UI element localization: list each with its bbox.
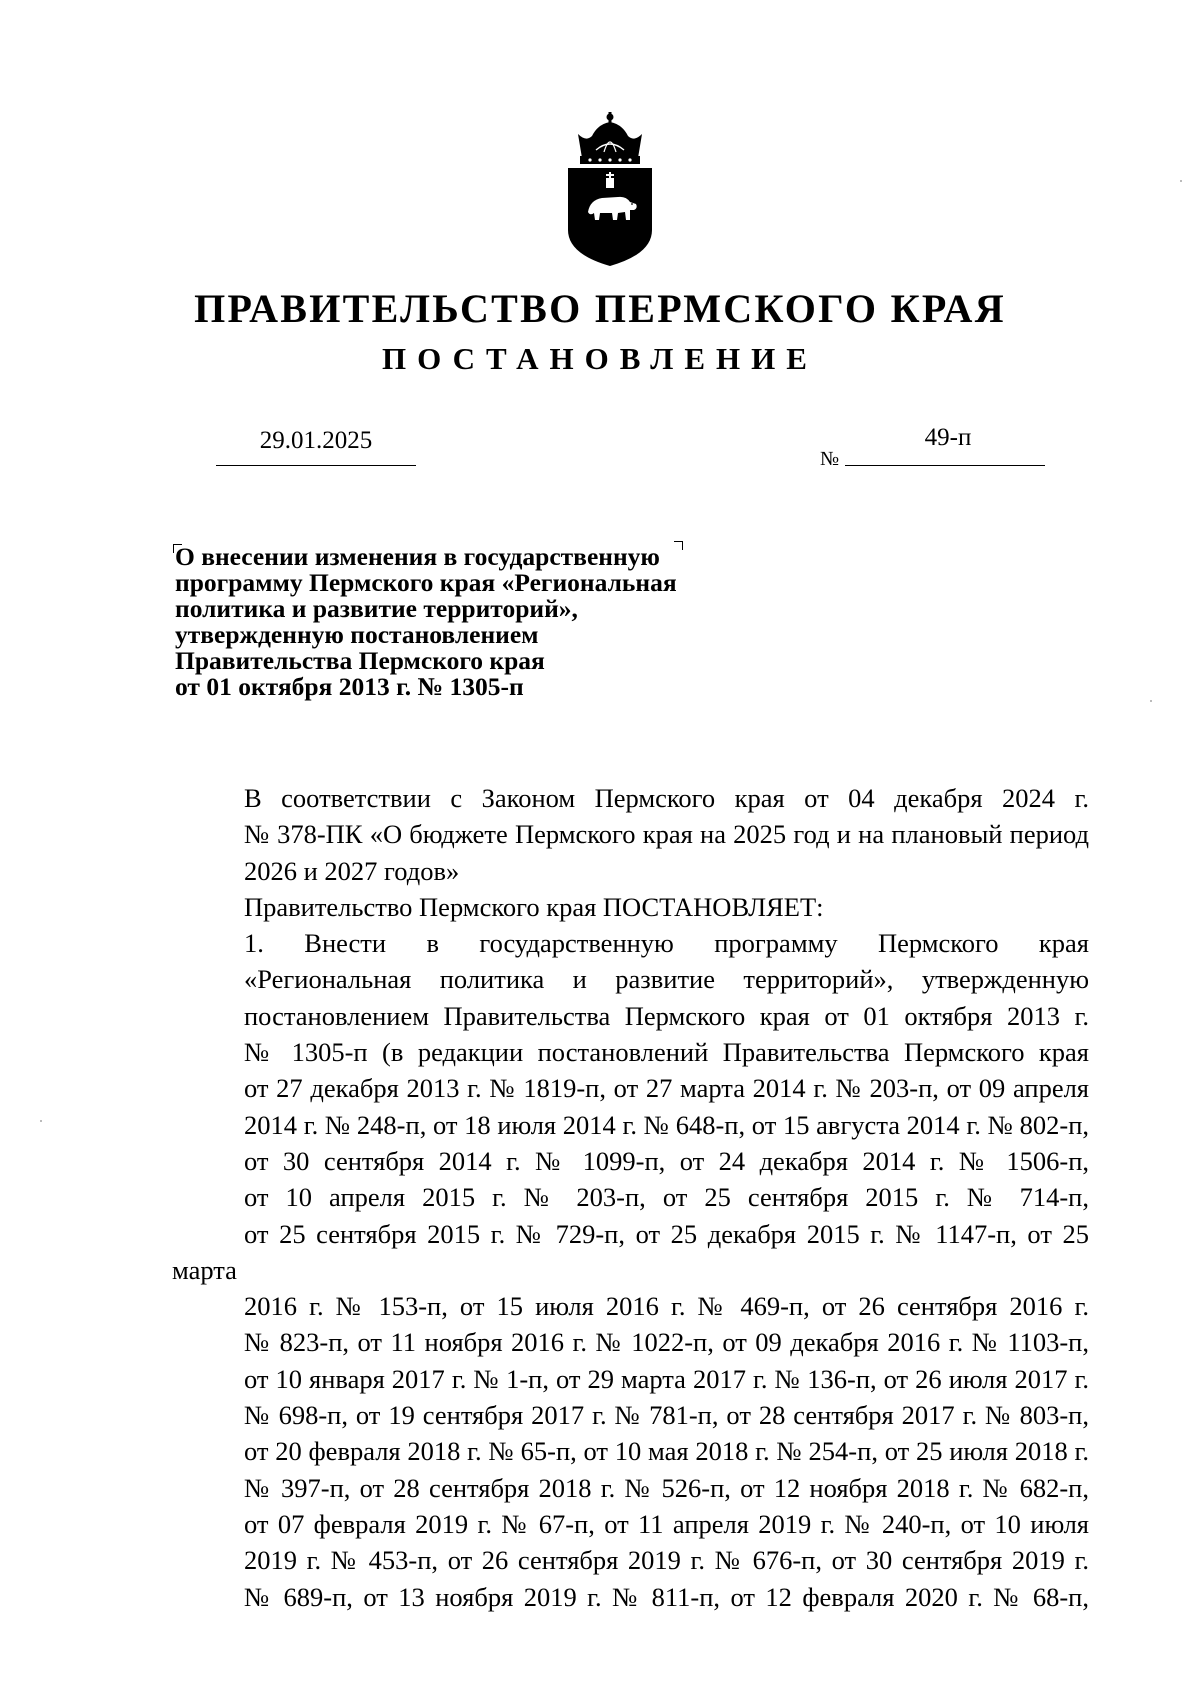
body-line: В соответствии с Законом Пермского края от 04 декабря 2024 г. [244,783,1089,813]
body-line: от 20 февраля 2018 г. № 65-п, от 10 мая 2018 г. № 254-п, от 25 июля 2018 г. [244,1436,1089,1467]
body-line: № 1305-п (в редакции постановлений Правительства Пермского края [244,1037,1089,1068]
scan-speck [1150,700,1152,702]
number-label: № [820,448,840,470]
body-line: 2014 г. № 248-п, от 18 июля 2014 г. № 648-п, от 15 августа 2014 г. № 802-п, [244,1109,1089,1140]
body-line: от 10 апреля 2015 г. № 203-п, от 25 сентября 2015 г. № 714-п, [244,1182,1089,1213]
body-line: № 689-п, от 13 ноября 2019 г. № 811-п, от 12 февраля 2020 г. № 68-п, [244,1581,1089,1612]
body-line: 2026 и 2027 годов» [244,855,460,886]
body-line: № 378-ПК «О бюджете Пермского края на 2025 год и на плановый период [244,819,1089,850]
body-line: «Региональная политика и развитие территорий», утвержденную [244,964,1089,995]
body-line: 2019 г. № 453-п, от 26 сентября 2019 г. № 676-п, от 30 сентября 2019 г. [244,1545,1089,1576]
document-date: 29.01.2025 [259,427,373,454]
body-line: от 10 января 2017 г. № 1-п, от 29 марта 2017 г. № 136-п, от 26 июля 2017 г. [244,1363,1089,1394]
body-line: № 698-п, от 19 сентября 2017 г. № 781-п, от 28 сентября 2017 г. № 803-п, [244,1400,1089,1431]
body-line: 2016 г. № 153-п, от 15 июля 2016 г. № 469-п, от 26 сентября 2016 г. [244,1291,1089,1322]
body-line: № 823-п, от 11 ноября 2016 г. № 1022-п, от 09 декабря 2016 г. № 1103-п, [244,1327,1089,1358]
item-1-paragraph [172,925,1089,1615]
subject-line: Правительства Пермского края [175,646,545,675]
body-line: постановлением Правительства Пермского края от 01 октября 2013 г. [244,1000,1089,1031]
resolves-paragraph [172,889,1089,925]
body-line: от 07 февраля 2019 г. № 67-п, от 11 апреля 2019 г. № 240-п, от 10 июля [244,1508,1089,1539]
document-number: 49-п [924,424,972,451]
subject-line: О внесении изменения в государственную [175,542,660,571]
number-underline [845,465,1045,466]
body-line: от 30 сентября 2014 г. № 1099-п, от 24 декабря 2014 г. № 1506-п, [244,1145,1089,1176]
body-line: № 397-п, от 28 сентября 2018 г. № 526-п, от 12 ноября 2018 г. № 682-п, [244,1472,1089,1503]
date-underline [216,465,416,466]
body-line: Правительство Пермского края ПОСТАНОВЛЯЕТ: [244,891,824,922]
body-line: от 25 сентября 2015 г. № 729-п, от 25 декабря 2015 г. № 1147-п, от 25 марта [172,1218,1089,1285]
body-line: от 27 декабря 2013 г. № 1819-п, от 27 марта 2014 г. № 203-п, от 09 апреля [244,1073,1089,1104]
organization-title: ПРАВИТЕЛЬСТВО ПЕРМСКОГО КРАЯ [194,286,1006,331]
subject-line: программу Пермского края «Региональная [175,568,677,597]
subject-line: утвержденную постановлением [175,620,539,649]
document-type-title: ПОСТАНОВЛЕНИЕ [382,341,818,376]
scan-speck [1180,180,1182,182]
subject-line: от 01 октября 2013 г. № 1305-п [175,672,524,701]
perm-krai-coat-of-arms-icon [560,112,660,268]
intro-paragraph [172,780,1089,889]
scan-speck [40,1120,42,1122]
document-body [172,780,1089,1615]
subject-line: политика и развитие территорий», [175,594,578,623]
body-line: 1. Внести в государственную программу Пермского края [244,928,1089,959]
document-subject [175,544,775,700]
